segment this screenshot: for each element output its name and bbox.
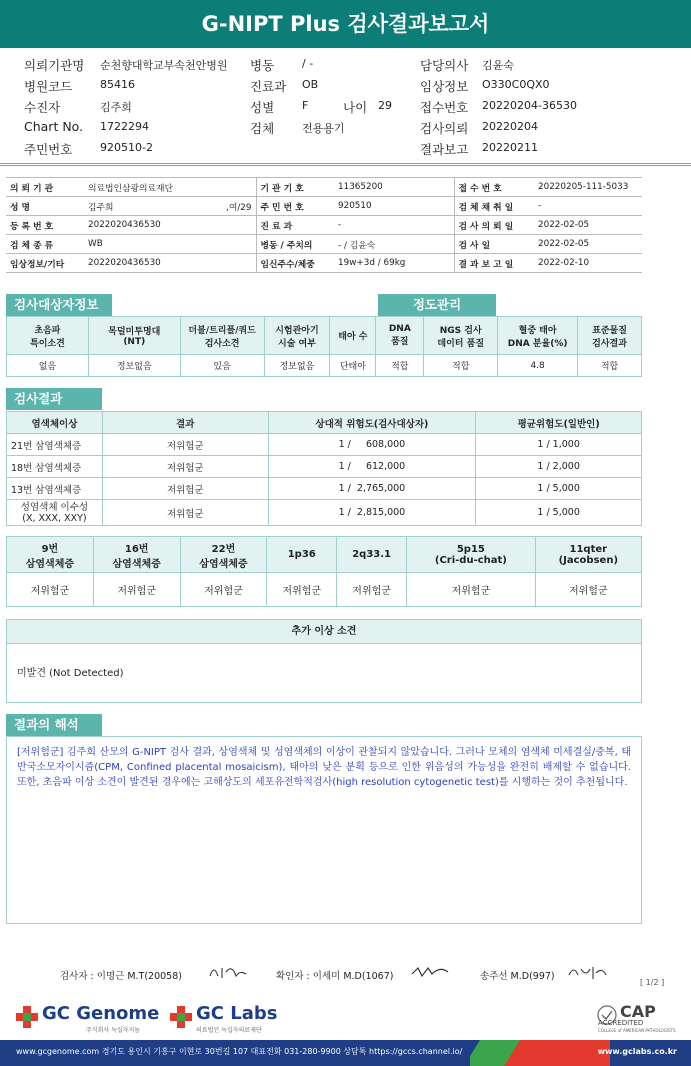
chromosome-table [6,536,642,607]
subject-value: 있음 [180,355,264,377]
req-label: 임상정보/기타 [6,254,84,273]
report-value: 20220211 [482,141,538,154]
result-relative: 1 / 612,000 [268,456,476,478]
hospital-code-value: 85416 [100,78,135,91]
confirmer-signature: 확인자 : 이세미 M.D(1067) [276,971,394,982]
subject-header: 태아 수 [330,317,376,355]
req-value: 2022-02-10 [534,254,642,273]
chr-header: 1p36 [267,537,337,573]
result-relative: 1 / 608,000 [268,434,476,456]
subject-value: 적합 [376,355,424,377]
subject-value: 적합 [424,355,498,377]
table-row [7,500,642,526]
result-value: 저위험군 [102,434,268,456]
table-row [6,254,642,273]
chr-header: 2q33.1 [337,537,407,573]
age-value: 29 [378,99,392,112]
subject-value: 단태아 [330,355,376,377]
ward-label: 병동 [250,58,275,73]
subject-header: 혈중 태아 DNA 분율(%) [498,317,578,355]
patient-value: 김주희 [100,101,132,114]
req-value: - [534,197,642,216]
tester-signature: 검사자 : 이명근 M.T(20058) [60,971,182,982]
result-name: 21번 삼염색체증 [7,434,103,456]
report-title: G-NIPT Plus 검사결과보고서 [0,0,691,48]
tester-signature-mark [206,962,250,982]
result-average: 1 / 1,000 [476,434,642,456]
req-label: 성 명 [6,197,84,216]
cap-logo: CAP [620,1002,656,1021]
chr-value: 저위험군 [267,573,337,607]
req-value: 김주희 [88,202,114,213]
table-row [6,216,642,235]
additional-value: 미발견 (Not Detected) [17,668,124,679]
subject-header: 표준물질 검사결과 [578,317,642,355]
table-row [7,573,642,607]
req-label: 주 민 번 호 [256,197,334,216]
gc-cross-icon [168,1004,194,1030]
chr-value: 저위험군 [180,573,267,607]
rrn-label: 주민번호 [24,142,73,157]
req-value: 2022020436530 [84,254,256,273]
result-name: 성염색체 이수성 (X, XXX, XXY) [7,500,103,526]
req-label: 의 뢰 기 관 [6,178,84,197]
req-label: 결 과 보 고 일 [454,254,534,273]
signer-signature-mark [566,963,608,981]
footer-stripe [470,1040,610,1066]
req-label: 검 체 채 취 일 [454,197,534,216]
gc-labs-logo: GC Labs [196,1003,278,1024]
cap-sub: ACCREDITED [598,1019,644,1027]
dept-label: 진료과 [250,79,287,94]
report-label: 결과보고 [420,142,469,157]
req-value: 2022-02-05 [534,216,642,235]
table-header-row [7,317,642,355]
chr-header: 5p15 (Cri-du-chat) [407,537,535,573]
request-value: 20220204 [482,120,538,133]
req-label: 병동 / 주치의 [256,235,334,254]
req-label: 등 록 번 호 [6,216,84,235]
req-label: 검 사 일 [454,235,534,254]
result-name: 18번 삼염색체증 [7,456,103,478]
req-value: WB [84,235,256,254]
interp-text: [저위험군] 김주희 산모의 G-NIPT 검사 결과, 상염색체 및 성염색체의 이상이 관찰되지 않았습니다. 그러나 모체의 염색체 미세결실/중복, 태반국소모자이시즘(CPM, Confined placental mosaicism), 태아의 낮은 분획 등으로 인한 위음성의 가능성을 완전히 배제할 수 없습니다. 또한, 초음파 이상 소견이 발견된 경우에는 고해상도의 세포유전학적검사(high resolution cytogenetic test)를 시행하는 것이 추천됩니다. [17,747,631,788]
subject-header: 초음파 특이소견 [7,317,89,355]
req-value: 의료법인삼광의료재단 [84,178,256,197]
result-header: 염색체이상 [7,412,103,434]
result-header: 결과 [102,412,268,434]
hospital-code-label: 병원코드 [24,79,73,94]
result-value: 저위험군 [102,478,268,500]
req-label: 접 수 번 호 [454,178,534,197]
table-row [7,355,642,377]
page-number: [ 1/2 ] [640,978,665,987]
chr-value: 저위험군 [535,573,641,607]
req-value: 2022-02-05 [534,235,642,254]
table-row [6,235,642,254]
age-label: 나이 [343,100,368,115]
result-average: 1 / 5,000 [476,478,642,500]
req-value: - [334,216,454,235]
doctor-value: 김윤숙 [482,59,514,72]
req-label: 기 관 기 호 [256,178,334,197]
subject-header: 목덜미투명대 (NT) [88,317,180,355]
receipt-label: 접수번호 [420,100,469,115]
chr-value: 저위험군 [7,573,94,607]
footer [0,1040,691,1066]
subject-value: 4.8 [498,355,578,377]
result-average: 1 / 2,000 [476,456,642,478]
req-value: - / 김윤숙 [334,235,454,254]
subject-header: 더블/트리플/쿼드 검사소견 [180,317,264,355]
chr-value: 저위험군 [337,573,407,607]
req-label: 임신주수/체중 [256,254,334,273]
subject-header: NGS 검사 데이터 품질 [424,317,498,355]
gc-genome-logo: GC Genome [42,1003,160,1024]
subject-section-title: 검사대상자정보 [6,294,112,316]
subject-table [6,316,642,377]
additional-findings [6,619,642,703]
subject-value: 정보없음 [88,355,180,377]
rrn-value: 920510-2 [100,141,153,154]
result-relative: 1 / 2,815,000 [268,500,476,526]
table-row [6,197,642,216]
confirmer-signature-mark [410,964,450,980]
additional-title: 추가 이상 소견 [7,620,641,644]
ward-value: / - [302,57,314,70]
interp-box [6,736,642,924]
subject-header: 시험관아기 시술 여부 [264,317,330,355]
subject-value: 정보없음 [264,355,330,377]
result-header: 평균위험도(일반인) [476,412,642,434]
chr-value: 저위험군 [93,573,180,607]
footer-right: www.gclabs.co.kr [597,1047,677,1056]
req-value-name [84,197,256,216]
specimen-value: 전용용기 [302,122,345,135]
signer-signature: 송주선 M.D(997) [480,971,555,982]
chart-value: 1722294 [100,120,149,133]
receipt-value: 20220204-36530 [482,99,577,112]
table-row [6,178,642,197]
sex-value: F [302,99,309,112]
table-row [7,434,642,456]
req-value: 19w+3d / 69kg [334,254,454,273]
interp-section-title: 결과의 해석 [6,714,102,736]
chr-value: 저위험군 [407,573,535,607]
qc-section-title: 정도관리 [378,294,496,316]
result-value: 저위험군 [102,456,268,478]
subject-header: DNA 품질 [376,317,424,355]
chart-label: Chart No. [24,119,84,134]
cap-sub2: COLLEGE of AMERICAN PATHOLOGISTS [598,1028,676,1033]
gc-labs-sub: 의료법인 녹십자의료재단 [196,1027,262,1034]
sex-age-value: ,여/29 [226,202,252,213]
clinical-value: O330C0QX0 [482,78,550,91]
patient-label: 수진자 [24,100,61,115]
footer-left: www.gcgenome.com 경기도 용인시 기흥구 이현로 30번길 107 대표전화 031-280-9900 상담톡 https://gccs.channel.io/ [16,1047,463,1056]
subject-value: 없음 [7,355,89,377]
result-average: 1 / 5,000 [476,500,642,526]
dept-value: OB [302,78,319,91]
request-label: 검사의뢰 [420,121,469,136]
req-value: 20220205-111-5033 [534,178,642,197]
gc-cross-icon [14,1004,40,1030]
result-header: 상대적 위험도(검사대상자) [268,412,476,434]
req-label: 진 료 과 [256,216,334,235]
gc-genome-sub: 주식회사 녹십자지놈 [86,1027,141,1034]
result-name: 13번 삼염색체증 [7,478,103,500]
institution-value: 순천향대학교부속천안병원 [100,59,228,72]
table-header-row [7,412,642,434]
result-table [6,411,642,526]
req-label: 검 체 종 류 [6,235,84,254]
chr-header: 22번 삼염색체증 [180,537,267,573]
sex-label: 성별 [250,100,275,115]
req-value: 2022020436530 [84,216,256,235]
chr-header: 16번 삼염색체증 [93,537,180,573]
request-table [6,177,642,273]
specimen-label: 검체 [250,121,275,136]
chr-header: 11qter (Jacobsen) [535,537,641,573]
table-row [7,478,642,500]
req-value: 11365200 [334,178,454,197]
top-info [0,48,691,166]
req-label: 검 사 의 뢰 일 [454,216,534,235]
result-section-title: 검사결과 [6,388,102,410]
doctor-label: 담당의사 [420,58,469,73]
subject-value: 적합 [578,355,642,377]
institution-label: 의뢰기관명 [24,58,85,73]
clinical-label: 임상정보 [420,79,469,94]
table-row [7,456,642,478]
table-header-row [7,537,642,573]
req-value: 920510 [334,197,454,216]
chr-header: 9번 삼염색체증 [7,537,94,573]
result-relative: 1 / 2,765,000 [268,478,476,500]
result-value: 저위험군 [102,500,268,526]
